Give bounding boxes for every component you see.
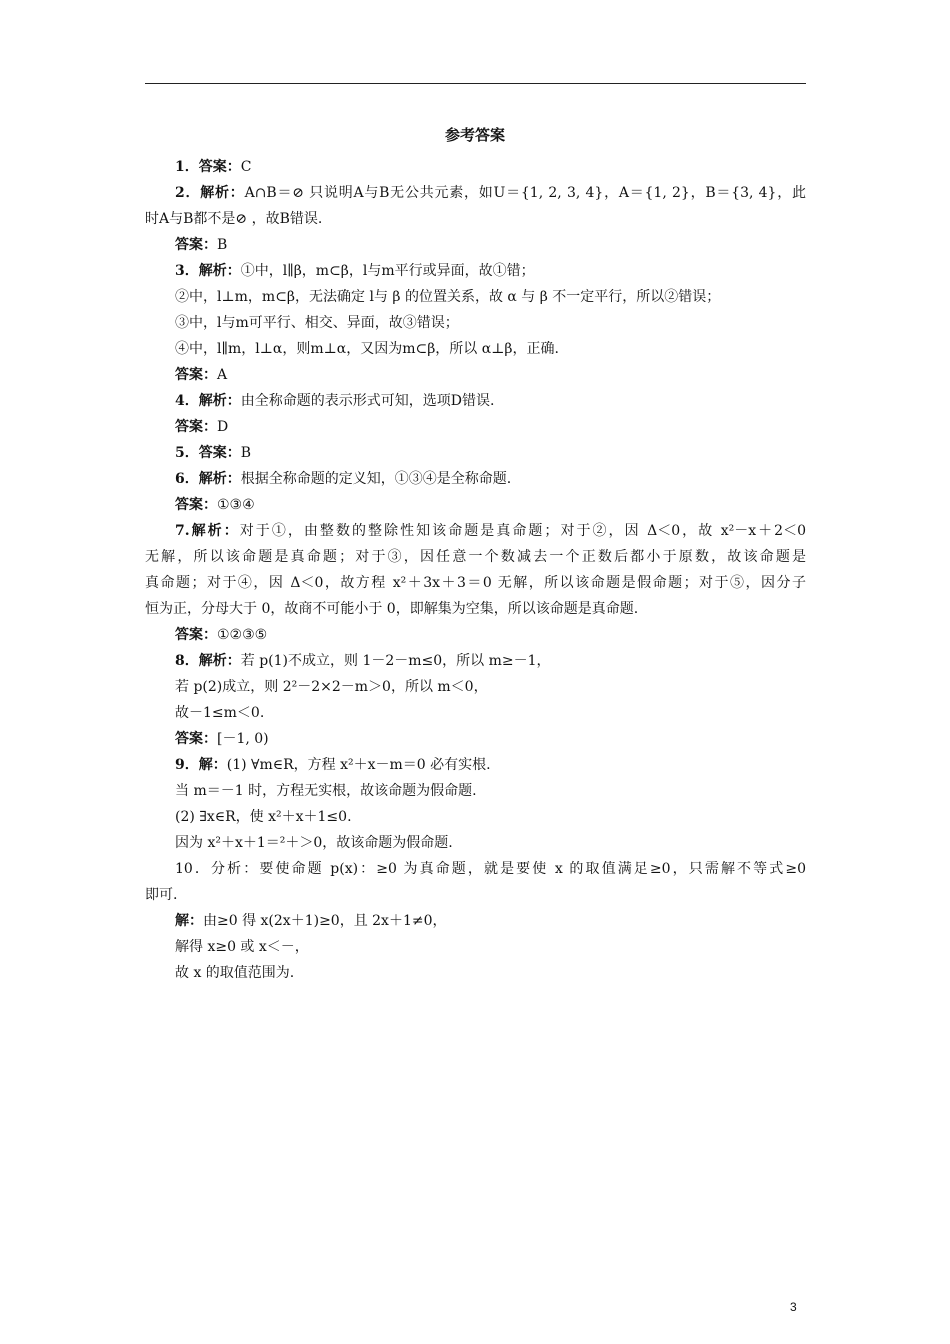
line-text: 若 p(2)成立，则 2²－2×2－m＞0，所以 m＜0，	[175, 679, 488, 695]
line-label: 答案：	[175, 497, 217, 513]
line-text: 解得 x≥0 或 x＜－，	[175, 939, 309, 955]
line-label: 3．解析：	[175, 263, 241, 279]
line-text: (1) ∀m∈R，方程 x²＋x－m＝0 必有实根.	[226, 757, 491, 773]
text-line	[145, 934, 806, 960]
text-line	[145, 674, 806, 700]
line-text: 由≥0 得 x(2x＋1)≥0，且 2x＋1≠0，	[203, 913, 447, 929]
line-label: 答案：	[175, 237, 217, 253]
text-line	[145, 622, 806, 648]
line-text: 因为 x²＋x＋1＝²＋＞0，故该命题为假命题.	[175, 835, 453, 851]
line-text: A∩B＝⊘ 只说明A与B无公共元素，如U＝{1, 2, 3, 4}，A＝{1, 2}，B＝{3, 4}，此	[244, 185, 806, 201]
line-text: 故 x 的取值范围为.	[175, 965, 295, 981]
line-text: [－1, 0)	[217, 731, 269, 747]
text-line	[145, 726, 806, 752]
line-label: 4．解析：	[175, 393, 241, 409]
line-label: 答案：	[175, 419, 217, 435]
line-label: 6．解析：	[175, 471, 241, 487]
line-label: 解：	[175, 913, 203, 929]
line-text: 恒为正，分母大于 0，故商不可能小于 0，即解集为空集，所以该命题是真命题.	[145, 601, 639, 617]
text-line	[145, 804, 806, 830]
line-text: 若 p(1)不成立，则 1－2－m≤0，所以 m≥－1，	[240, 653, 551, 669]
line-text: 由全称命题的表示形式可知，选项D错误.	[240, 393, 495, 409]
text-line	[145, 570, 806, 596]
line-text: 对于①，由整数的整除性知该命题是真命题；对于②，因 Δ＜0，故 x²－x＋2＜0	[239, 523, 806, 539]
line-text: ②中，l⊥m，m⊂β，无法确定 l与 β 的位置关系，故 α 与 β 不一定平行，所以②错误；	[175, 289, 721, 305]
line-text: (2) ∃x∈R，使 x²＋x＋1≤0.	[175, 809, 352, 825]
line-text: 故－1≤m＜0.	[175, 705, 265, 721]
text-line	[145, 284, 806, 310]
text-line	[145, 596, 806, 622]
line-text: ①中，l∥β，m⊂β，l与m平行或异面，故①错；	[240, 263, 535, 279]
text-line	[145, 960, 806, 986]
text-line	[145, 206, 806, 232]
text-line	[145, 310, 806, 336]
text-line	[145, 180, 806, 206]
text-line	[145, 648, 806, 674]
line-text: 真命题；对于④，因 Δ＜0，故方程 x²＋3x＋3＝0 无解，所以该命题是假命题；对于⑤，因分子	[145, 575, 806, 591]
page-title: 参考答案	[444, 126, 505, 144]
line-label: 9．解：	[175, 757, 227, 773]
line-label: 答案：	[175, 367, 217, 383]
line-text: B	[217, 237, 228, 253]
header-rule	[145, 83, 806, 84]
line-text: 时A与B都不是⊘ ，故B错误.	[145, 211, 323, 227]
line-text: ①②③⑤	[217, 627, 268, 643]
text-line	[145, 232, 806, 258]
line-text: ④中，l∥m，l⊥α，则m⊥α，又因为m⊂β，所以 α⊥β，正确.	[175, 341, 559, 357]
answer-content	[145, 154, 806, 986]
line-label: 2．解析：	[175, 185, 245, 201]
text-line	[145, 466, 806, 492]
page-number: 3	[790, 1300, 797, 1314]
text-line	[145, 778, 806, 804]
text-line	[145, 908, 806, 934]
line-label: 1．答案：	[175, 159, 241, 175]
text-line	[145, 700, 806, 726]
line-text: C	[240, 159, 252, 175]
line-text: ③中，l与m可平行、相交、异面，故③错误；	[175, 315, 459, 331]
line-label: 7.解析：	[175, 523, 240, 539]
text-line	[145, 414, 806, 440]
line-text: 当 m＝－1 时，方程无实根，故该命题为假命题.	[175, 783, 477, 799]
text-line	[145, 440, 806, 466]
line-text: ①③④	[217, 497, 255, 513]
line-text: 即可.	[145, 887, 178, 903]
line-label: 8．解析：	[175, 653, 241, 669]
line-text: 根据全称命题的定义知，①③④是全称命题.	[240, 471, 512, 487]
text-line	[145, 258, 806, 284]
text-line	[145, 492, 806, 518]
line-label: 5．答案：	[175, 445, 241, 461]
text-line	[145, 362, 806, 388]
line-text: A	[217, 367, 228, 383]
text-line	[145, 544, 806, 570]
line-text: B	[240, 445, 252, 461]
text-line	[145, 882, 806, 908]
text-line	[145, 830, 806, 856]
text-line	[145, 388, 806, 414]
line-label: 答案：	[175, 731, 217, 747]
text-line	[145, 752, 806, 778]
line-label: 答案：	[175, 627, 217, 643]
line-text: D	[217, 419, 229, 435]
text-line	[145, 154, 806, 180]
text-line	[145, 518, 806, 544]
text-line	[145, 336, 806, 362]
line-text: 无解，所以该命题是真命题；对于③，因任意一个数减去一个正数后都小于原数，故该命题是	[145, 549, 806, 565]
text-line	[145, 856, 806, 882]
line-text: 10．分析：要使命题 p(x)：≥0 为真命题，就是要使 x 的取值满足≥0，只需解不等式≥0	[175, 861, 806, 877]
